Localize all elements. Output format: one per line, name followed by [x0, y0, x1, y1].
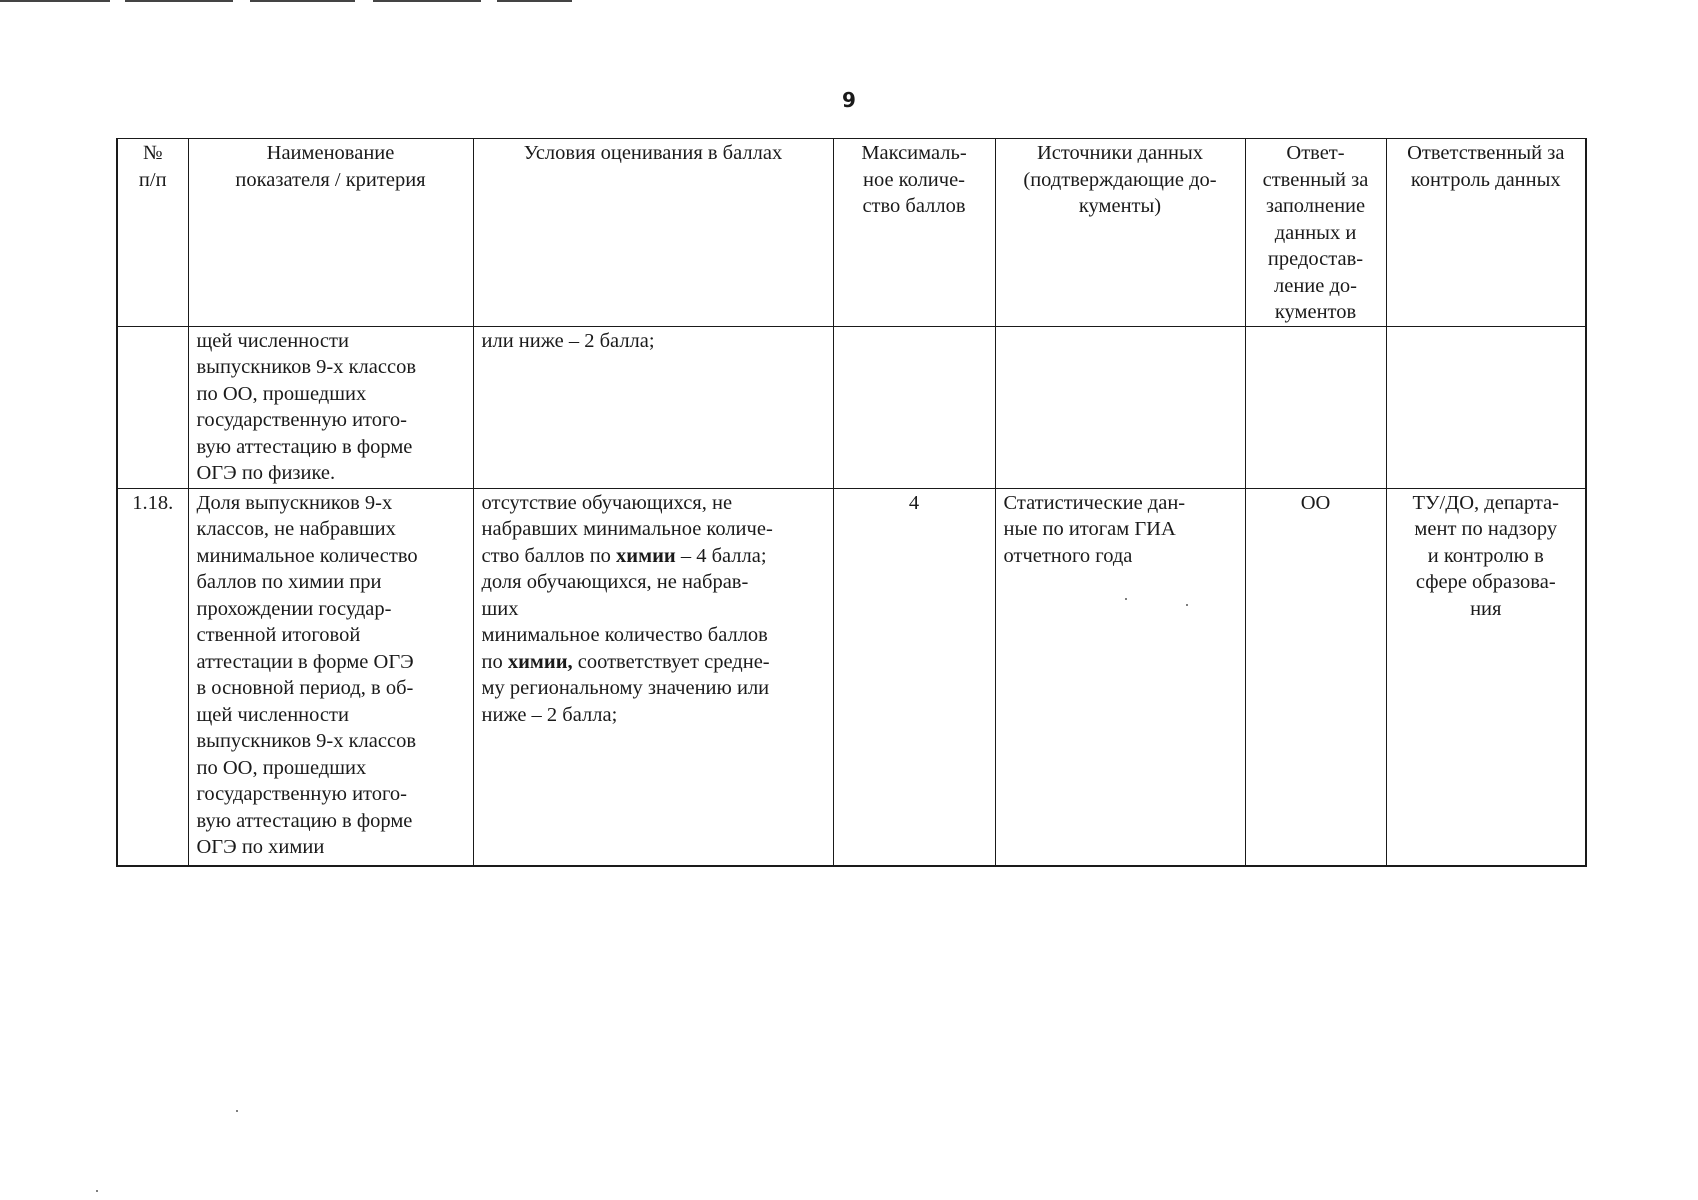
- header-responsible-control: Ответственный за контроль данных: [1386, 139, 1586, 327]
- cell-max-points: 4: [833, 488, 995, 866]
- conditions-bold-1: химии: [616, 544, 676, 567]
- scan-speck: [1125, 598, 1127, 600]
- conditions-text-1: отсутствие обучающихся, не набравших минимальное количе- ство баллов по: [481, 491, 773, 567]
- cell-responsible-fill: ОО: [1245, 488, 1386, 866]
- cell-data-sources: [995, 326, 1245, 488]
- header-max-points: Максималь- ное количе- ство баллов: [833, 139, 995, 327]
- cell-indicator-name: Доля выпускников 9-х классов, не набравших минимальное количество баллов по химии при прохождении государ- ственной итоговой аттестации в форме ОГЭ в основной период, в об- щей численности выпускников 9-х классов по ОО, прошедших государственную итого- вую аттестацию в форме ОГЭ по химии: [188, 488, 473, 866]
- cell-number: [117, 326, 188, 488]
- scan-speck: [1186, 604, 1188, 606]
- cell-max-points: [833, 326, 995, 488]
- criteria-table: [116, 138, 1587, 867]
- conditions-text-3: соответствует средне- му региональному значению или ниже – 2 балла;: [481, 650, 770, 726]
- cell-data-sources: Статистические дан- ные по итогам ГИА отчетного года: [995, 488, 1245, 866]
- header-conditions: Условия оценивания в баллах: [473, 139, 833, 327]
- page-number: 9: [842, 88, 856, 112]
- table-header-row: [117, 139, 1586, 327]
- header-indicator-name: Наименование показателя / критерия: [188, 139, 473, 327]
- cell-responsible-fill: [1245, 326, 1386, 488]
- cell-responsible-control: ТУ/ДО, департа- мент по надзору и контролю в сфере образова- ния: [1386, 488, 1586, 866]
- cell-responsible-control: [1386, 326, 1586, 488]
- table-row-1-18: [117, 488, 1586, 866]
- header-number: № п/п: [117, 139, 188, 327]
- scan-top-marks: [0, 0, 600, 4]
- conditions-bold-2: химии,: [507, 650, 573, 673]
- cell-number: 1.18.: [117, 488, 188, 866]
- conditions-text-2: – 4 балла; доля обучающихся, не набрав- ших минимальное количество баллов по: [481, 544, 768, 673]
- header-data-sources: Источники данных (подтверждающие до- кументы): [995, 139, 1245, 327]
- cell-conditions: или ниже – 2 балла;: [473, 326, 833, 488]
- header-responsible-fill: Ответ- ственный за заполнение данных и предостав- ление до- кументов: [1245, 139, 1386, 327]
- scan-speck: [96, 1190, 98, 1192]
- cell-indicator-name: щей численности выпускников 9-х классов по ОО, прошедших государственную итого- вую аттестацию в форме ОГЭ по физике.: [188, 326, 473, 488]
- scan-speck: [236, 1110, 238, 1112]
- table-row-continuation: [117, 326, 1586, 488]
- cell-conditions: [473, 488, 833, 866]
